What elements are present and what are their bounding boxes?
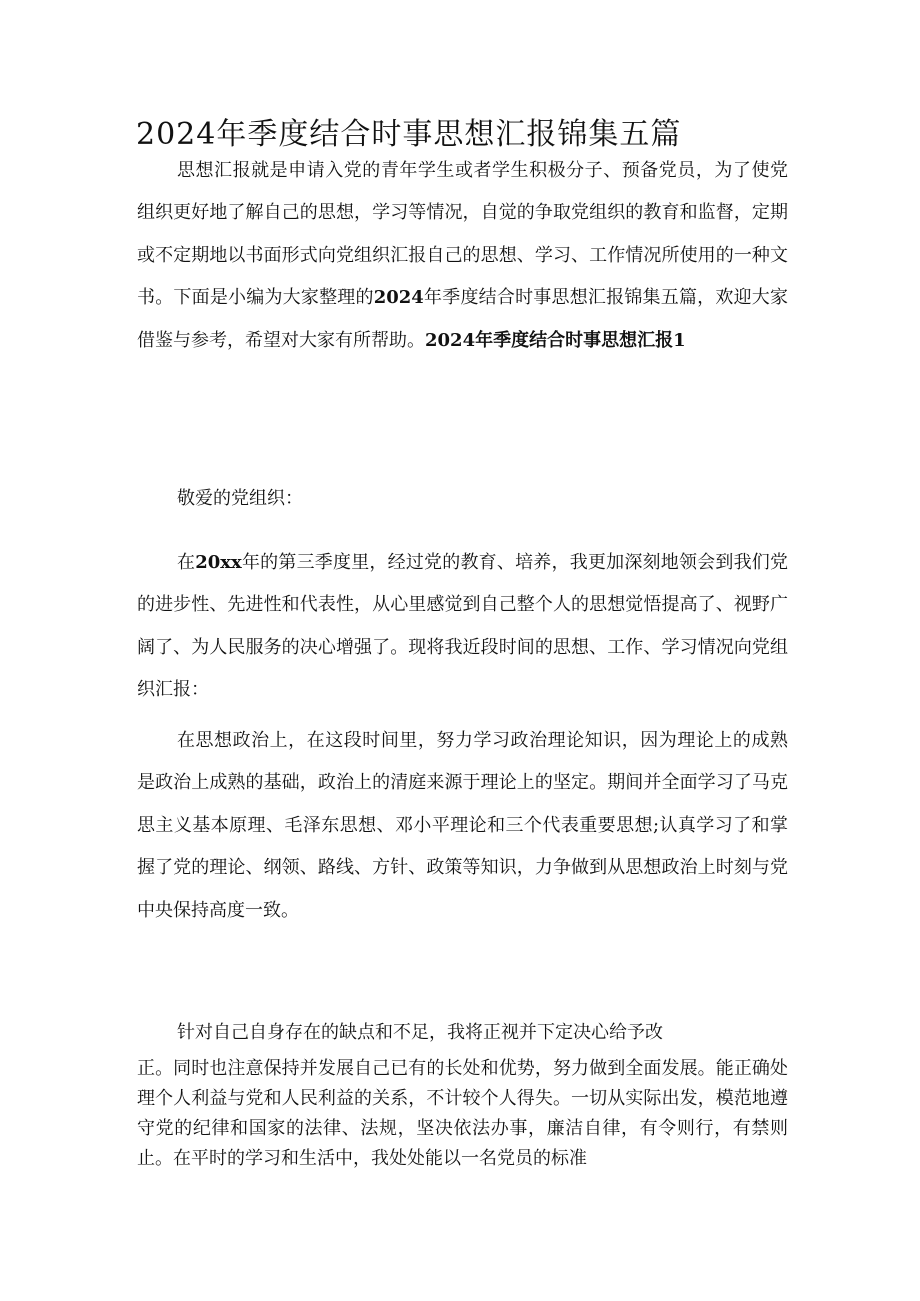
body1-text-2: 年的第三季度里，经过党的教育、培养，我更加深刻地领会到我们党的进步性、先进性和代表性，从心里感觉到自己整个人的思想觉悟提高了、视野广阔了、为人民服务的决心增强了。现将我近段时间的思想、工作、学习情况向党组织汇报： (137, 552, 789, 701)
intro-text-3: 年季度结合时事思想汇报 (475, 329, 674, 351)
salutation: 敬爱的党组织： (177, 488, 303, 509)
body1-year: 20xx (195, 552, 242, 573)
intro-number: 1 (673, 329, 686, 351)
document-title: 2024年季度结合时事思想汇报锦集五篇 (136, 117, 682, 152)
body1-text-1: 在 (177, 552, 196, 573)
body-paragraph-4: 正。同时也注意保持并发展自己已有的长处和优势，努力做到全面发展。能正确处理个人利益与党和人民利益的关系，不计较个人得失。一切从实际出发，模范地遵守党的纪律和国家的法律、法规，坚决依法办事，廉洁自律，有令则行，有禁则止。在平时的学习和生活中，我处处能以一名党员的标准 (137, 1058, 788, 1169)
intro-paragraph (137, 150, 788, 362)
intro-year-1: 2024 (373, 287, 424, 309)
intro-year-2: 2024 (425, 329, 476, 351)
intro-text-1: 思想汇报就是申请入党的青年学生或者学生积极分子、预备党员，为了使党组织更好地了解自己的思想，学习等情况，自觉的争取党组织的教育和监督，定期或不定期地以书面形式向党组织汇报自己的思想、学习、工作情况所使用的一种文书。下面是小编为大家整理的 (137, 160, 788, 309)
body-paragraph-3: 针对自己自身存在的缺点和不足，我将正视并下定决心给予改 (177, 1022, 663, 1043)
body-paragraph-2: 在思想政治上，在这段时间里，努力学习政治理论知识，因为理论上的成熟是政治上成熟的基础，政治上的清庭来源于理论上的坚定。期间并全面学习了马克思主义基本原理、毛泽东思想、邓小平理论和三个代表重要思想;认真学习了和掌握了党的理论、纲领、路线、方针、政策等知识，力争做到从思想政治上时刻与党中央保持高度一致。 (137, 730, 788, 921)
intro-text-2: 年季度结合时事思想汇报锦集五篇，欢迎大家借鉴与参考，希望对大家有所帮助。 (137, 287, 789, 351)
body-paragraph-1 (137, 542, 788, 712)
